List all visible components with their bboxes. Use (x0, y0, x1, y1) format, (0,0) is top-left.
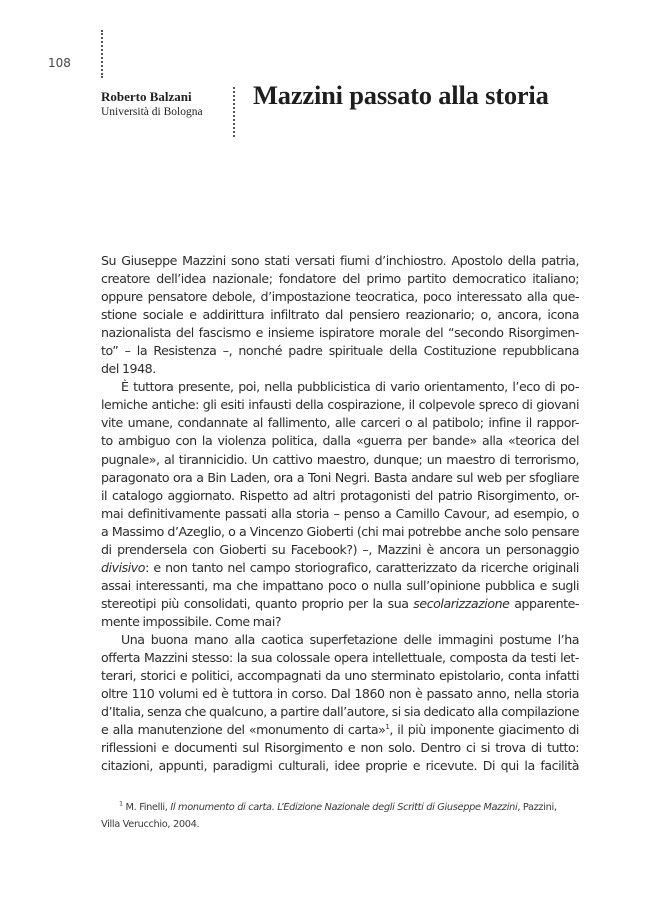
footnote-marker: 1 (119, 799, 123, 808)
text-line: assai interessanti, ma che impattano poco o nulla sull’opinione pubblica e sugli (101, 577, 579, 593)
text-line: stione sociale e addirittura infiltrato dal pensiero reazionario; o, ancora, icona (101, 307, 579, 323)
text-line: nazionalista del fascismo e insieme ispiratore morale del “secondo Risorgimen- (101, 325, 579, 341)
text-line: lemiche antiche: gli esiti infausti della cospirazione, il colpevole spreco di giovani (101, 397, 579, 413)
header-divider (233, 87, 235, 137)
text-line: vite umane, condannate al fallimento, alle carceri o al patibolo; infine il rappor- (101, 415, 579, 431)
author-block (101, 89, 231, 120)
text-line: offerta Mazzini stesso: la sua colossale opera intellettuale, composta da testi let- (101, 650, 579, 666)
text-line: il catalogo aggiornato. Rispetto ad altri protagonisti del patrio Risorgimento, or- (101, 487, 579, 503)
text-line: to ambiguo con la violenza politica, dalla «guerra per bande» alla «teorica del (101, 433, 579, 449)
page-number: 108 (48, 56, 71, 70)
italic-term: divisivo (101, 559, 146, 575)
footnote (101, 800, 579, 833)
text-line: d’Italia, senza che qualcuno, a partire dall’autore, si sia dedicato alla compilazione (101, 704, 579, 720)
footnote-work-title: Il monumento di carta. L’Edizione Nazionale degli Scritti di Giuseppe Mazzini (170, 802, 518, 813)
text-line: paragonato ora a Bin Laden, ora a Toni Negri. Basta andare sul web per sfogliare (101, 469, 579, 485)
text-line: citazioni, appunti, paradigmi culturali, idee proprie e ricevute. Di qui la facilità (101, 758, 579, 774)
article-title: Mazzini passato alla storia (253, 80, 549, 110)
text-line: terari, storici e politici, accompagnati da uno sterminato epistolario, conta infatti (101, 668, 579, 684)
footnote-reference[interactable]: 1 (385, 723, 390, 732)
author-affiliation: Università di Bologna (101, 106, 203, 118)
text-line: divisivo: e non tanto nel campo storiografico, caratterizzato da ricerche originali (101, 559, 579, 575)
author-name: Roberto Balzani (101, 89, 192, 104)
text-line: e alla manutenzione del «monumento di carta»$^1$, il più imponente giacimento di (101, 722, 579, 738)
text-line: Su Giuseppe Mazzini sono stati versati fiumi d’inchiostro. Apostolo della patria, (101, 253, 579, 268)
footnote-line: $^1$ M. Finelli, Il monumento di carta. L’Edizione Nazionale degli Scritti di Giuseppe Mazzini, Pazzini, (119, 799, 557, 813)
text-line: to” – la Resistenza –, nonché padre spirituale della Costituzione repubblicana (101, 343, 579, 359)
text-line: oltre 110 volumi ed è tuttora in corso. Dal 1860 non è passato anno, nella storia (101, 686, 579, 702)
text-line: mai definitivamente passati alla storia – penso a Camillo Cavour, ad esempio, o (101, 505, 579, 521)
text-line: pugnale», al tirannicidio. Un cattivo maestro, dunque; un maestro di terrorismo, (101, 451, 579, 467)
text-line: a Massimo d’Azeglio, o a Vincenzo Gioberti (chi mai potrebbe anche solo pensare (101, 523, 579, 539)
text-line: creatore dell’idea nazionale; fondatore del primo partito democratico italiano; (101, 271, 579, 287)
italic-term: secolarizzazione (413, 595, 510, 611)
body-text (101, 252, 579, 775)
text-line: di prendersela con Gioberti su Facebook?) –, Mazzini è ancora un personaggio (101, 541, 579, 557)
page-number-divider (101, 30, 103, 78)
text-line: riflessioni e documenti sul Risorgimento e non solo. Dentro ci si trova di tutto: (101, 740, 579, 756)
text-line: stereotipi più consolidati, quanto proprio per la sua secolarizzazione apparente- (101, 595, 579, 611)
text-line: mente impossibile. Come mai? (101, 613, 282, 629)
text-line: Una buona mano alla caotica superfetazione delle immagini postume l’ha (121, 631, 579, 647)
text-line: È tuttora presente, poi, nella pubblicistica di vario orientamento, l’eco di po- (121, 379, 579, 395)
footnote-line: Villa Verucchio, 2004. (101, 818, 200, 830)
text-line: oppure pensatore debole, d’impostazione teocratica, poco interessato alla que- (101, 289, 579, 305)
text-line: del 1948. (101, 361, 156, 377)
